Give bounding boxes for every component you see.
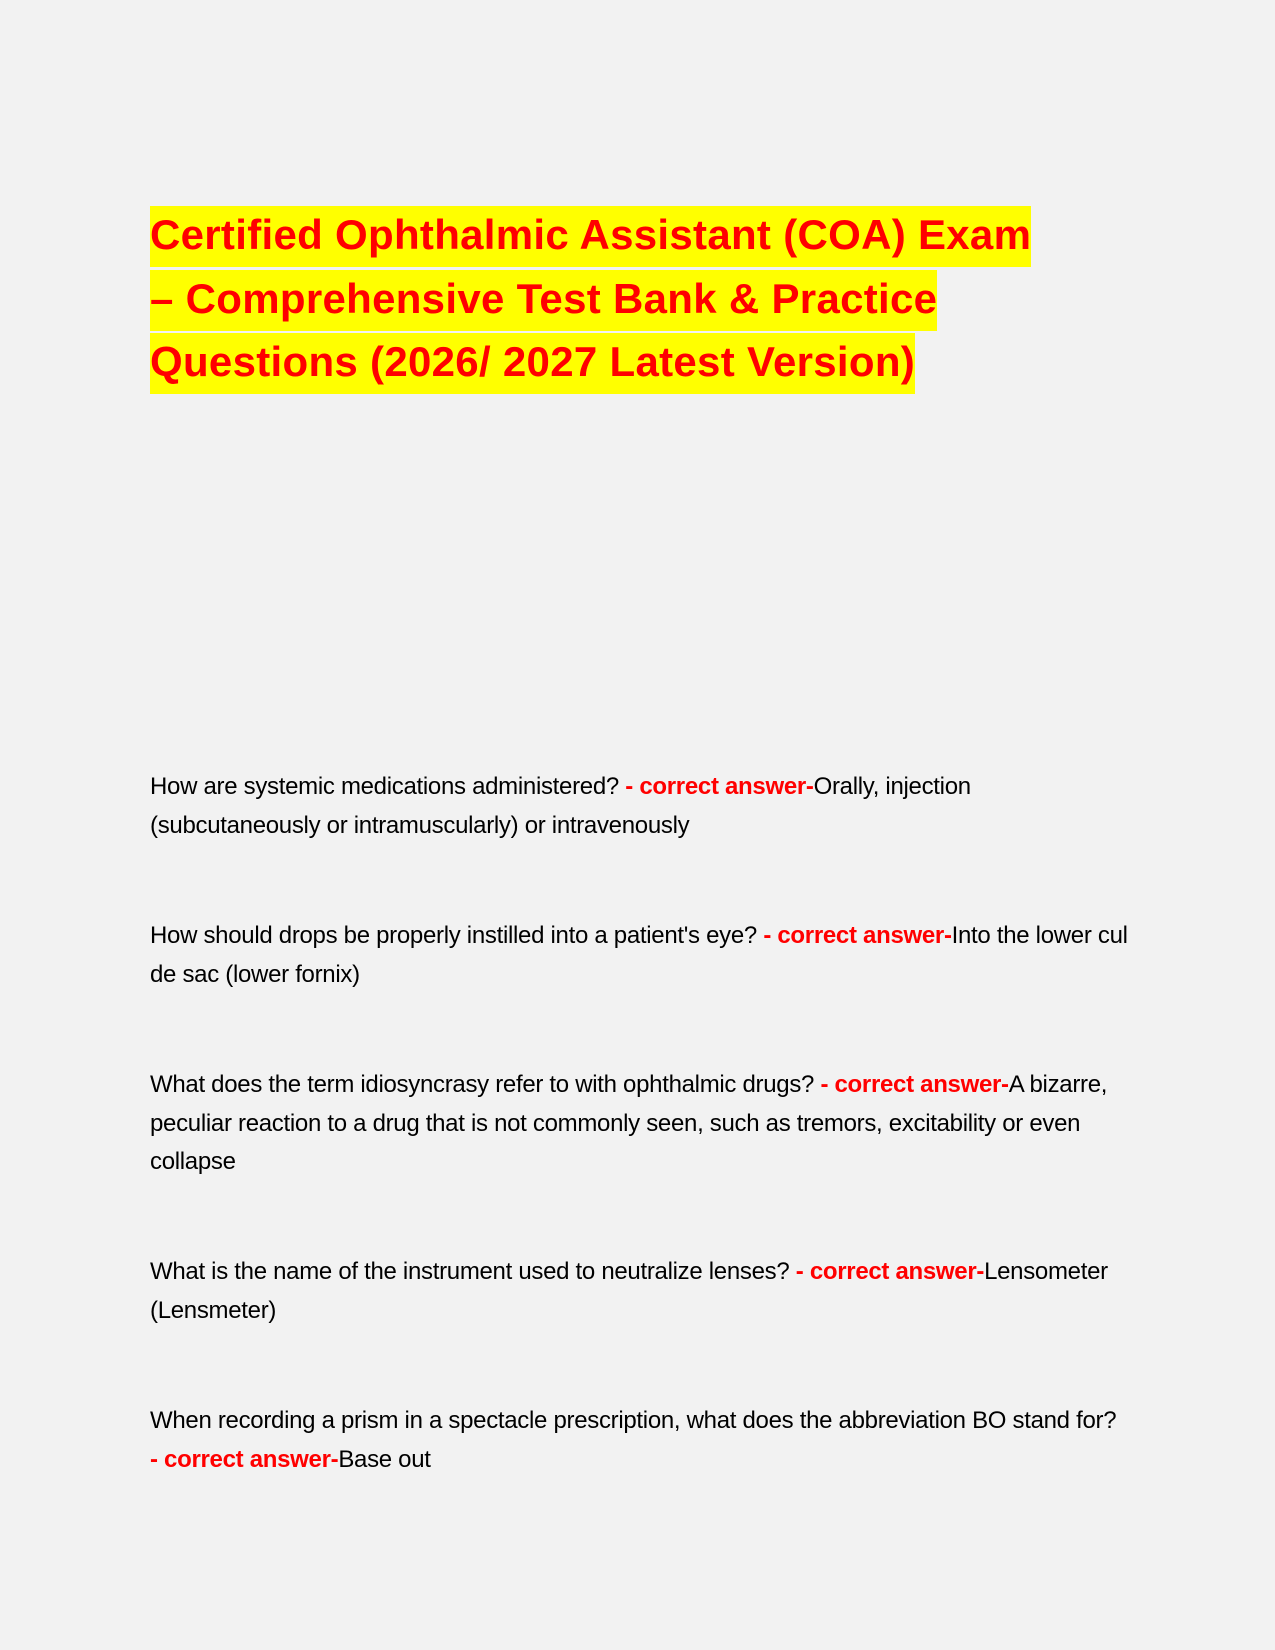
qa-item-5	[150, 1402, 1130, 1479]
answer-text: A bizarre, peculiar reaction to a drug that is not commonly seen, such as tremors, excitability or even collapse	[150, 1071, 1108, 1175]
answer-text: Base out	[338, 1445, 431, 1473]
question-text: What does the term idiosyncrasy refer to with ophthalmic drugs?	[150, 1071, 821, 1098]
question-text: What is the name of the instrument used to neutralize lenses?	[150, 1258, 796, 1285]
question-text: How should drops be properly instilled into a patient's eye?	[150, 922, 764, 949]
document-title	[150, 203, 1050, 394]
qa-item-3	[150, 1066, 1130, 1182]
correct-answer-label: - correct answer-	[150, 1445, 339, 1473]
title-highlight: Certified Ophthalmic Assistant (COA) Exam – Comprehensive Test Bank & Practice Questions (2026/ 2027 Latest Version)	[150, 206, 1031, 394]
qa-item-2	[150, 917, 1130, 994]
correct-answer-label: - correct answer-	[820, 1071, 1009, 1098]
answer-text: Orally, injection (subcutaneously or intramuscularly) or intravenously	[150, 773, 971, 839]
correct-answer-label: - correct answer-	[763, 922, 952, 949]
qa-item-4	[150, 1253, 1130, 1330]
question-text: How are systemic medications administered?	[150, 773, 626, 800]
question-text: When recording a prism in a spectacle prescription, what does the abbreviation BO stand for?	[150, 1407, 1117, 1434]
answer-text: Into the lower cul de sac (lower fornix)	[150, 922, 1128, 988]
qa-item-1	[150, 768, 1130, 845]
correct-answer-label: - correct answer-	[795, 1258, 985, 1285]
answer-text: Lensometer (Lensmeter)	[150, 1258, 1108, 1324]
correct-answer-label: - correct answer-	[625, 773, 814, 800]
